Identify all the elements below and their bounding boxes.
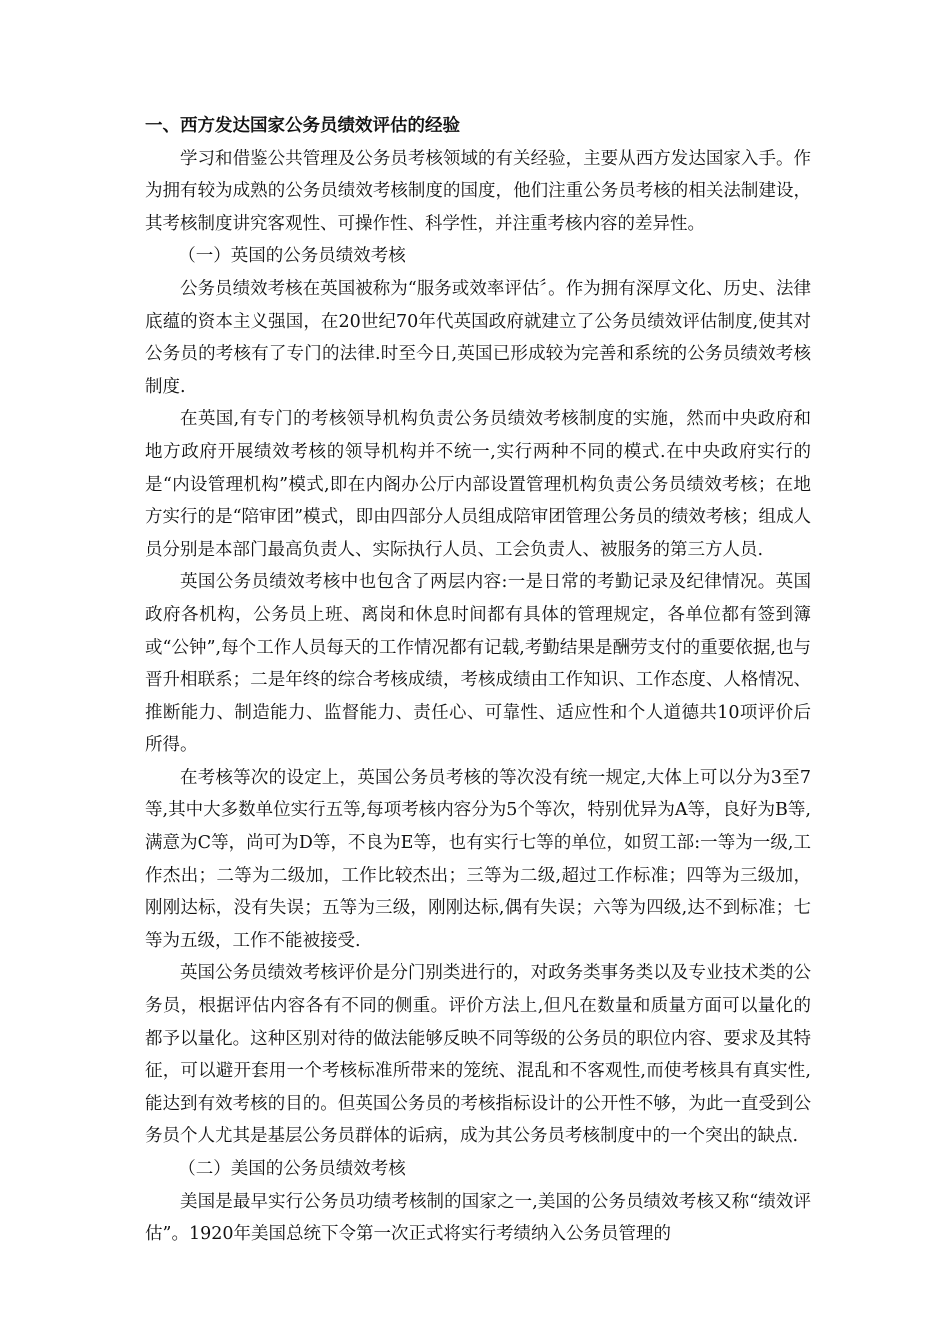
intro-paragraph: 学习和借鉴公共管理及公务员考核领域的有关经验，主要从西方发达国家入手。作为拥有较为成熟的公务员绩效考核制度的国度，他们注重公务员考核的相关法制建设，其考核制度讲究客观性、可操作性、科学性，并注重考核内容的差异性。 bbox=[145, 148, 811, 234]
us-paragraph-1: 美国是最早实行公务员功绩考核制的国家之一,美国的公务员绩效考核又称“绩效评估”。1920年美国总统下令第一次正式将实行考绩纳入公务员管理的 bbox=[145, 1191, 811, 1245]
uk-paragraph-3: 英国公务员绩效考核中也包含了两层内容:一是日常的考勤记录及纪律情况。英国政府各机构，公务员上班、离岗和休息时间都有具体的管理规定，各单位都有签到簿或“公钟”,每个工作人员每天的工作情况都有记载,考勤结果是酬劳支付的重要依据,也与晋升相联系；二是年终的综合考核成绩，考核成绩由工作知识、工作态度、人格情况、推断能力、制造能力、监督能力、责任心、可靠性、适应性和个人道德共10项评价后所得。 bbox=[145, 572, 811, 756]
uk-paragraph-1: 公务员绩效考核在英国被称为“服务或效率评估〞。作为拥有深厚文化、历史、法律底蕴的资本主义强国，在20世纪70年代英国政府就建立了公务员绩效评估制度,使其对公务员的考核有了专门的法律.时至今日,英国已形成较为完善和系统的公务员绩效考核制度. bbox=[145, 278, 811, 397]
subsection-title-uk: （一）英国的公务员绩效考核 bbox=[178, 246, 406, 267]
subsection-title-us: （二）美国的公务员绩效考核 bbox=[178, 1159, 406, 1179]
document-page bbox=[145, 110, 811, 1251]
uk-paragraph-4: 在考核等次的设定上，英国公务员考核的等次没有统一规定,大体上可以分为3至7等,其中大多数单位实行五等,每项考核内容分为5个等次，特别优异为A等，良好为B等,满意为C等，尚可为D等，不良为E等，也有实行七等的单位，如贸工部:一等为一级,工作杰出；二等为二级加，工作比较杰出；三等为二级,超过工作标准；四等为三级加，刚刚达标，没有失误；五等为三级，刚刚达标,偶有失误；六等为四级,达不到标准；七等为五级，工作不能被接受. bbox=[145, 767, 811, 951]
uk-paragraph-2: 在英国,有专门的考核领导机构负责公务员绩效考核制度的实施，然而中央政府和地方政府开展绩效考核的领导机构并不统一,实行两种不同的模式.在中央政府实行的是“内设管理机构”模式,即在内阁办公厅内部设置管理机构负责公务员绩效考核；在地方实行的是“陪审团”模式，即由四部分人员组成陪审团管理公务员的绩效考核；组成人员分别是本部门最高负责人、实际执行人员、工会负责人、被服务的第三方人员. bbox=[145, 409, 811, 560]
uk-paragraph-5: 英国公务员绩效考核评价是分门别类进行的，对政务类事务类以及专业技术类的公务员，根据评估内容各有不同的侧重。评价方法上,但凡在数量和质量方面可以量化的都予以量化。这种区别对待的做法能够反映不同等级的公务员的职位内容、要求及其特征，可以避开套用一个考核标准所带来的笼统、混乱和不客观性,而使考核具有真实性,能达到有效考核的目的。但英国公务员的考核指标设计的公开性不够，为此一直受到公务员个人尤其是基层公务员群体的诟病，成为其公务员考核制度中的一个突出的缺点. bbox=[145, 963, 811, 1147]
section-heading: 一、西方发达国家公务员绩效评估的经验 bbox=[145, 116, 460, 136]
